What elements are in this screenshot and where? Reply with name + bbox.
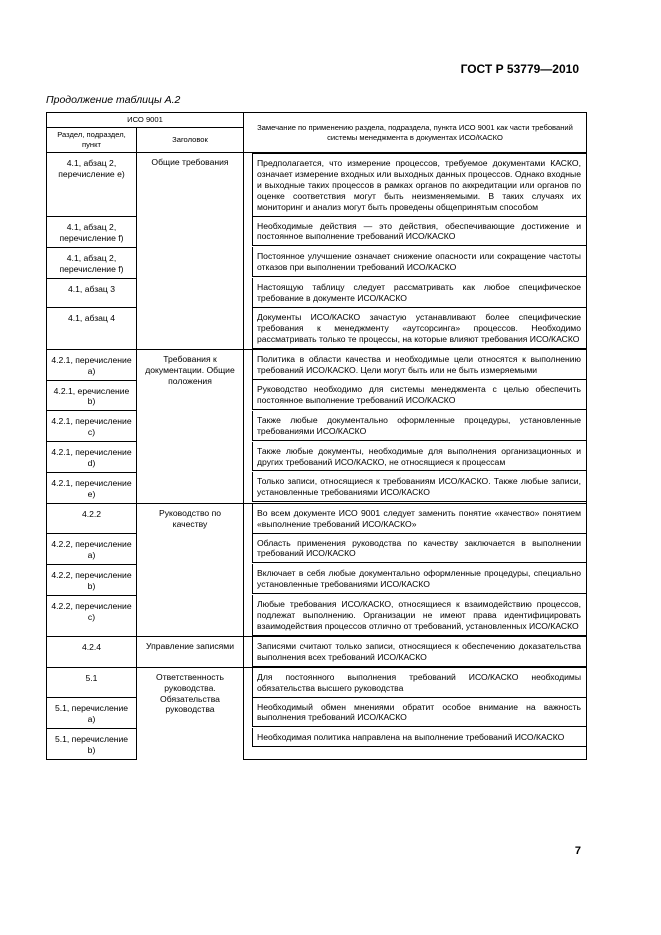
table-row [47,534,587,565]
table-caption: Продолжение таблицы А.2 [46,94,181,106]
section-cell: 4.2.1, еречисление b) [53,385,130,407]
section-cell: 4.2.2, перечисление b) [51,569,132,591]
note-cell: Во всем документе ИСО 9001 следует заменить понятие «качество» понятием «выполнение требований ИСО/КАСКО» [252,504,586,534]
table-row [47,667,587,697]
table-row [47,503,587,533]
table-row [47,564,587,595]
note-cell: Любые требования ИСО/КАСКО, относящиеся к взаимодействию процессов, подлежат выполнению. Организации не имеют права идентифицировать взаимодействия процессов отлично от требований, установленных ИСО/КАСКО [252,595,586,636]
table-row [47,380,587,411]
heading-cell: Руководство по качеству [158,507,222,529]
section-cell: 4.2.2 [81,508,102,519]
note-cell: Для постоянного выполнения требований ИСО/КАСКО необходимы обязательства высшего руководства [252,668,586,698]
table-row [47,278,587,308]
table-row [47,728,587,759]
heading-cell: Ответственность руководства. Обязательства руководства [156,671,224,715]
note-cell: Руководство необходимо для системы менеджмента с целью обеспечить постоянное выполнение требований ИСО/КАСКО [252,380,586,410]
section-cell: 4.2.1, перечисление d) [51,447,132,469]
note-cell: Включает в себя любые документально оформленные процедуры, специально установленные требованиями ИСО/КАСКО [252,564,586,594]
note-cell: Постоянное улучшение означает снижение опасности или сокращение частоты отказов при выполнении требований ИСО/КАСКО [252,247,586,277]
section-cell: 5.1, перечисление b) [54,733,129,755]
heading-cell: Управление записями [146,640,234,651]
table-row [47,636,587,667]
table-row [47,442,587,473]
note-cell: Настоящую таблицу следует рассматривать как любое специфическое требование в документе ИСО/КАСКО [252,278,586,308]
note-cell: Область применения руководства по качеству заключается в выполнении требований ИСО/КАСКО [252,534,586,564]
note-cell: Политика в области качества и необходимые цели относятся к выполнению требований ИСО/КАСКО. Цели могут быть или не быть измеряемыми [252,350,586,380]
note-cell: Необходимый обмен мнениями обратит особое внимание на важность выполнения требований ИСО/КАСКО [252,698,586,728]
note-cell: Также любые документально оформленные процедуры, установленные требованиями ИСО/КАСКО [252,411,586,441]
section-cell: 5.1, перечисление а) [54,703,129,724]
requirements-table [46,112,587,760]
section-cell: 4.1, абзац 4 [67,313,116,324]
note-cell: Необходимые действия — это действия, обеспечивающие достижение и постоянное выполнение требований ИСО/КАСКО [252,217,586,247]
section-column-header: Раздел, подраздел, пункт [47,128,137,153]
heading-cell: Общие требования [151,157,229,167]
table-row [47,595,587,636]
page-number: 7 [574,845,581,857]
note-cell: Необходимая политика направлена на выполнение требований ИСО/КАСКО [252,728,586,747]
table-row [47,247,587,278]
heading-column-header: Заголовок [137,128,244,153]
section-cell: 4.2.1, перечисление с) [51,416,132,438]
section-cell: 4.1, абзац 2, перечисление е) [58,158,125,179]
note-cell: Документы ИСО/КАСКО зачастую устанавливают более специфические требования к менеджменту «аутсорсинга» процессов. Необходимо рассматривать только те процессы, на которые влияют требования ИСО/КАСКО [252,308,586,349]
section-cell: 4.1, абзац 2, перечисление f) [59,252,124,274]
heading-cell: Требования к документации. Общие положения [145,353,235,386]
section-cell: 4.2.1, перечисление е) [51,477,132,499]
table-row [47,411,587,442]
note-cell: Также любые документы, необходимые для выполнения организационных и других требований ИСО/КАСКО, не относящиеся к процессам [252,442,586,472]
table-row [47,217,587,248]
section-cell: 4.2.2, перечисление а) [51,539,132,560]
table-row [47,153,587,217]
document-id: ГОСТ Р 53779—2010 [460,62,579,76]
section-cell: 4.2.2, перечисление с) [51,600,132,622]
note-cell: Предполагается, что измерение процессов, требуемое документами КАСКО, означает измерение входных или выходных данных процессов. Однако входные и выходные таких процессов в рамках органов по аккредитации или органов по оценке соответствия могут быть неизменяемыми. В таких случаях их мониторинг и анализ могут быть проведены общепринятым способом [252,153,586,217]
note-column-header: Замечание по применению раздела, подраздела, пункта ИСО 9001 как части требований системы менеджмента в документах ИСО/КАСКО [244,113,587,153]
table-row [47,698,587,729]
section-cell: 4.2.1, перечисление а) [51,354,132,376]
section-cell: 4.1, абзац 2, перечисление f) [59,222,124,243]
section-cell: 5.1 [85,672,98,683]
table-row [47,308,587,349]
note-cell: Только записи, относящиеся к требованиям ИСО/КАСКО. Также любые записи, установленные требованиями ИСО/КАСКО [252,472,586,502]
table-row [47,349,587,380]
section-cell: 4.2.4 [81,641,102,652]
note-cell: Записями считают только записи, относящиеся к обеспечению доказательства выполнения всех требований ИСО/КАСКО [252,637,586,667]
section-cell: 4.1, абзац 3 [67,283,116,294]
table-row [47,472,587,503]
iso-group-header: ИСО 9001 [47,113,244,128]
